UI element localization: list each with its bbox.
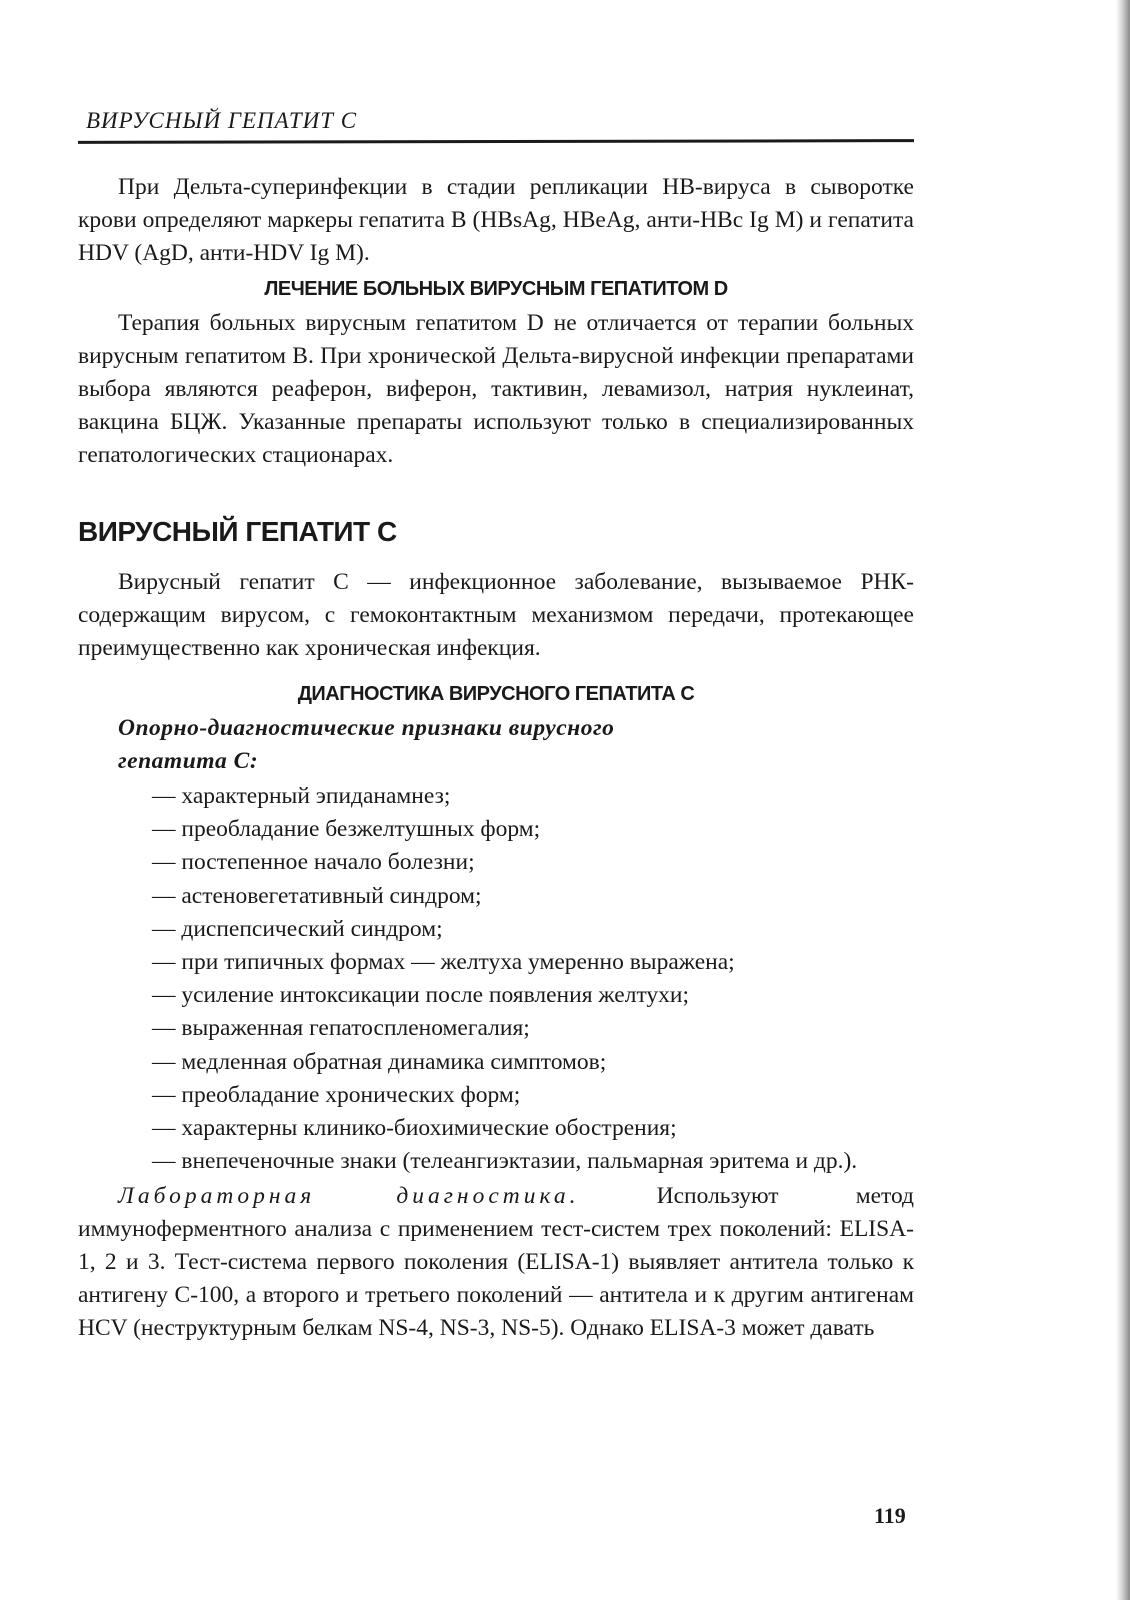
list-item: — преобладание безжелтушных форм;: [152, 816, 541, 843]
paragraph-definition: Вирусный гепатит С — инфекционное заболевание, вызываемое РНК-содержащим вирусом, с гемоконтактным механизмом передачи, протекающее преимущественно как хроническая инфекция.: [78, 569, 914, 661]
section-title-hepatitis-c: ВИРУСНЫЙ ГЕПАТИТ С: [78, 516, 397, 547]
paragraph-treatment: Терапия больных вирусным гепатитом D не отличается от терапии больных вирусным гепатитом В. При хронической Дельта-вирусной инфекции препаратами выбора являются реаферон, виферон, тактивин, левамизол, натрия нуклеинат, вакцина БЦЖ. Указанные препараты используют только в специализированных гепатологических стационарах.: [78, 310, 914, 468]
heading-treatment-hdv: ЛЕЧЕНИЕ БОЛЬНЫХ ВИРУСНЫМ ГЕПАТИТОМ D: [264, 278, 728, 300]
lab-diagnostics-label: Лабораторная диагностика.: [118, 1183, 580, 1210]
list-item: — характерны клинико-биохимические обострения;: [152, 1115, 677, 1142]
running-head: ВИРУСНЫЙ ГЕПАТИТ С: [86, 108, 358, 133]
list-item: — постепенное начало болезни;: [152, 849, 475, 876]
page-number: 119: [874, 1503, 906, 1528]
page-edge-shadow: [1116, 0, 1130, 1600]
list-item: — усиление интоксикации после появления желтухи;: [152, 982, 690, 1009]
list-item: — при типичных формах — желтуха умеренно выражена;: [152, 949, 735, 976]
header-rule: [78, 139, 914, 144]
lab-diagnostics-text: Используют метод иммуноферментного анализа с применением тест-систем трех поколений: ELISA-1, 2 и 3. Тест-система первого поколения (ELISA-1) выявляет антитела только к антигену С-100, а второго и третьего поколений — антитела и к другим антигенам HCV (неструктурным белкам NS-4, NS-3, NS-5). Однако ELISA-3 может давать: [78, 1183, 914, 1342]
list-item: — диспепсический синдром;: [152, 915, 443, 942]
paragraph-lab-diagnostics: [78, 1180, 914, 1345]
list-item: — характерный эпиданамнез;: [152, 783, 451, 809]
heading-diagnostics: ДИАГНОСТИКА ВИРУСНОГО ГЕПАТИТА С: [297, 683, 695, 705]
list-item: — медленная обратная динамика симптомов;: [152, 1048, 607, 1075]
criteria-title: Опорно-диагностические признаки вирусного гепатита С:: [118, 715, 615, 774]
list-item: — преобладание хронических форм;: [152, 1081, 521, 1108]
list-item: — астеновегетативный синдром;: [152, 882, 482, 909]
book-page: [78, 108, 914, 1345]
paragraph-delta-superinfection: При Дельта-суперинфекции в стадии репликации НВ-вируса в сыворотке крови определяют маркеры гепатита В (HBsAg, HBeAg, анти-HBc Ig M) и гепатита HDV (AgD, анти-HDV Ig M).: [78, 174, 914, 266]
list-item: — выраженная гепатоспленомегалия;: [152, 1015, 530, 1042]
list-item: — внепеченочные знаки (телеангиэктазии, пальмарная эритема и др.).: [152, 1148, 858, 1175]
criteria-list: [78, 780, 914, 1178]
